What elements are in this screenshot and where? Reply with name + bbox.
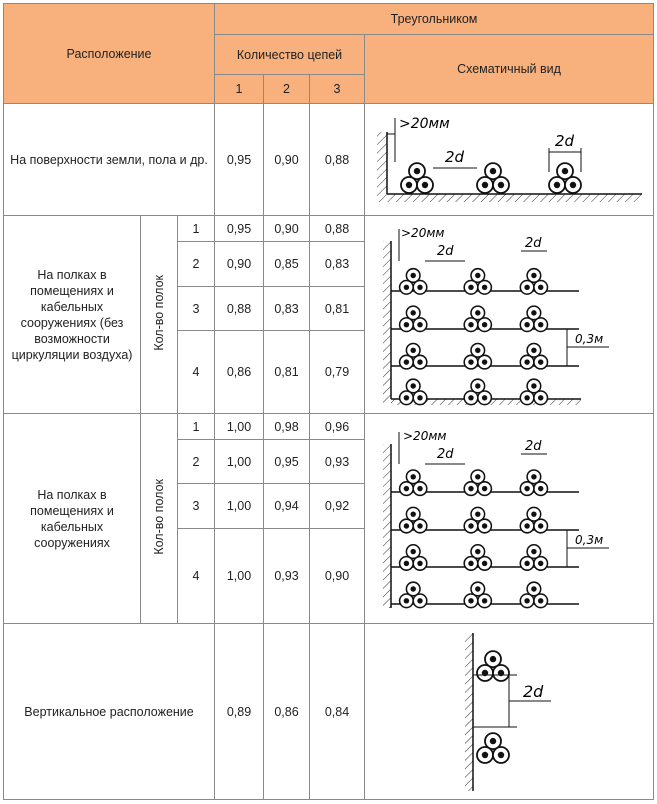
cell-value: 1,00 — [215, 414, 264, 440]
cell-value: 0,88 — [215, 287, 264, 331]
cell-value: 0,85 — [264, 242, 310, 287]
schematic-shelves-open — [365, 414, 654, 624]
header-method: Треугольником — [215, 4, 654, 35]
shelf-number: 3 — [178, 287, 215, 331]
header-schematic: Схематичный вид — [365, 35, 654, 104]
spacing-label: 2d — [525, 438, 542, 454]
header-circuits: Количество цепей — [215, 35, 365, 75]
row-vertical-label: Вертикальное расположение — [4, 624, 215, 800]
schematic-shelves-closed — [365, 216, 654, 414]
shelf-spacing-label: 0,3м — [575, 331, 604, 346]
cell-value: 0,93 — [264, 529, 310, 624]
cell-value: 0,90 — [264, 104, 310, 216]
header-location: Расположение — [4, 4, 215, 104]
cell-value: 0,96 — [310, 414, 365, 440]
cell-value: 0,88 — [310, 104, 365, 216]
shelf-number: 2 — [178, 440, 215, 484]
shelf-spacing-label: 0,3м — [575, 532, 604, 547]
cell-value: 0,81 — [264, 331, 310, 414]
cell-value: 0,88 — [310, 216, 365, 242]
row-ground-label: На поверхности земли, пола и др. — [4, 104, 215, 216]
header-circuit-2: 2 — [264, 75, 310, 104]
spacing-label: 2d — [437, 446, 454, 462]
shelf-number: 4 — [178, 529, 215, 624]
cell-value: 1,00 — [215, 529, 264, 624]
gap-label: >20мм — [401, 225, 445, 240]
gap-label: >20мм — [403, 428, 447, 443]
row-shelves-closed-label: На полках в помещениях и кабельных сооружениях (без возможности циркуляции воздуха) — [4, 216, 141, 414]
derating-table — [3, 3, 654, 800]
cell-value: 0,98 — [264, 414, 310, 440]
cell-value: 1,00 — [215, 440, 264, 484]
cell-value: 0,95 — [264, 440, 310, 484]
gap-label: >20мм — [399, 115, 450, 132]
cell-value: 0,89 — [215, 624, 264, 800]
cell-value: 0,83 — [310, 242, 365, 287]
spacing-label: 2d — [437, 243, 454, 259]
cell-value: 0,86 — [215, 331, 264, 414]
spacing-label: 2d — [445, 147, 465, 166]
header-circuit-1: 1 — [215, 75, 264, 104]
cell-value: 0,79 — [310, 331, 365, 414]
cell-value: 0,90 — [264, 216, 310, 242]
shelf-number: 1 — [178, 216, 215, 242]
shelves-drawing — [369, 221, 649, 409]
cell-value: 0,84 — [310, 624, 365, 800]
cell-value: 0,95 — [215, 216, 264, 242]
cell-value: 0,90 — [215, 242, 264, 287]
shelf-number: 4 — [178, 331, 215, 414]
shelves-count-header: Кол-во полок — [141, 414, 178, 624]
shelves-count-header: Кол-во полок — [141, 216, 178, 414]
header-circuit-3: 3 — [310, 75, 365, 104]
cell-value: 0,92 — [310, 484, 365, 529]
spacing-label: 2d — [525, 235, 542, 251]
spacing-label: 2d — [555, 131, 575, 150]
vertical-drawing — [369, 627, 649, 797]
shelves-drawing — [369, 424, 649, 614]
spacing-label: 2d — [523, 681, 544, 701]
shelf-number: 3 — [178, 484, 215, 529]
cell-value: 0,94 — [264, 484, 310, 529]
row-shelves-open-label: На полках в помещениях и кабельных сооружениях — [4, 414, 141, 624]
cell-value: 0,90 — [310, 529, 365, 624]
cell-value: 0,95 — [215, 104, 264, 216]
cell-value: 0,93 — [310, 440, 365, 484]
schematic-ground — [365, 104, 654, 216]
ground-drawing — [369, 110, 649, 210]
schematic-vertical — [365, 624, 654, 800]
cell-value: 0,86 — [264, 624, 310, 800]
cell-value: 1,00 — [215, 484, 264, 529]
cell-value: 0,83 — [264, 287, 310, 331]
shelf-number: 1 — [178, 414, 215, 440]
cell-value: 0,81 — [310, 287, 365, 331]
shelf-number: 2 — [178, 242, 215, 287]
